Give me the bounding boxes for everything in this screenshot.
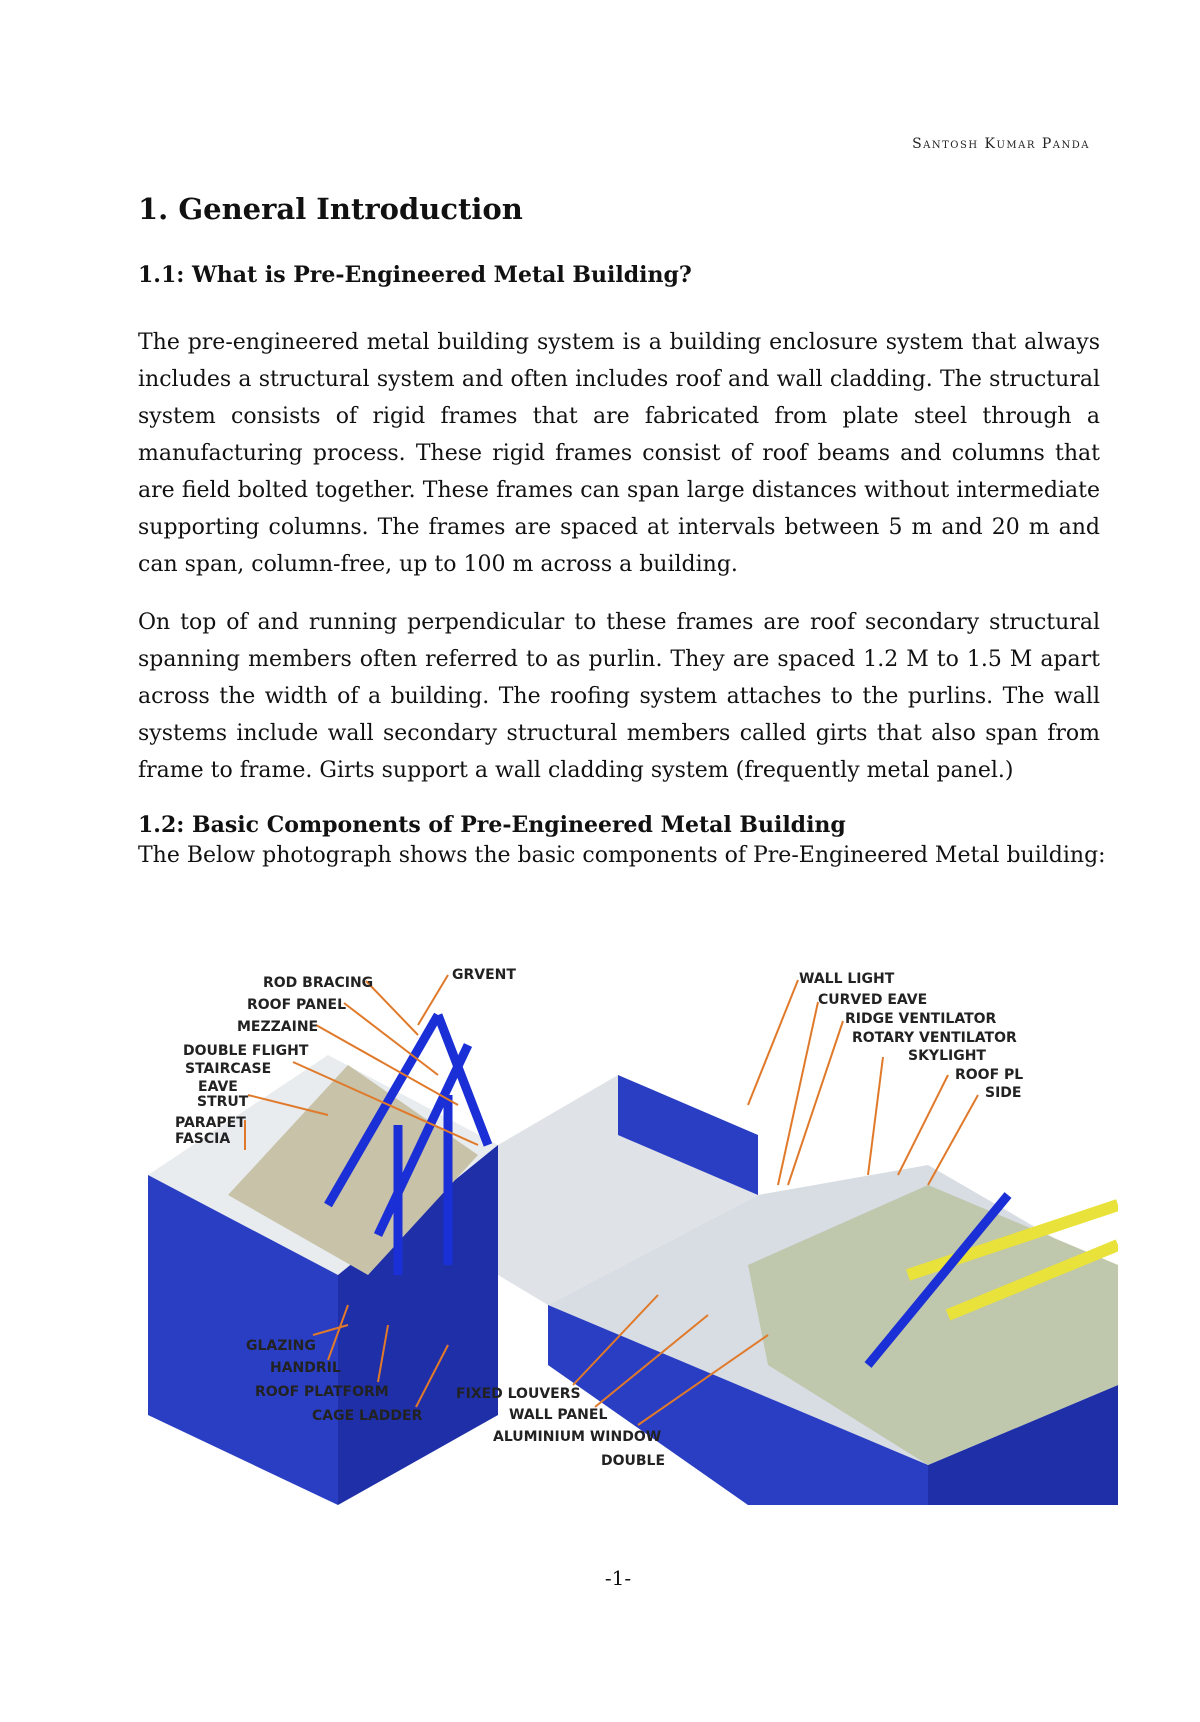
label-eave: EAVE — [198, 1079, 238, 1095]
paragraph-1: The pre-engineered metal building system is a building enclosure system that always includes a structural system and often includes roof and wall cladding. The structural system consists of rigid frames that are fabricated from plate steel through a manufacturing process. These rigid frames consist of roof beams and columns that are field bolted together. These frames can span large distances without intermediate supporting columns. The frames are spaced at intervals between 5 m and 20 m and can span, column-free, up to 100 m across a building. — [138, 330, 1100, 577]
label-strut: STRUT — [197, 1094, 249, 1110]
label-side: SIDE — [985, 1085, 1022, 1101]
label-skylight: SKYLIGHT — [908, 1048, 986, 1064]
label-handril: HANDRIL — [270, 1360, 341, 1376]
label-aluminium-window: ALUMINIUM WINDOW — [493, 1429, 662, 1445]
label-curved-eave: CURVED EAVE — [818, 992, 928, 1008]
building-components-figure — [148, 945, 1118, 1505]
subsection-title-1-2: 1.2: Basic Components of Pre-Engineered Metal Building — [138, 812, 846, 838]
label-wall-panel: WALL PANEL — [509, 1407, 608, 1423]
running-header-author: Santosh Kumar Panda — [912, 136, 1090, 152]
label-roof-panel: ROOF PANEL — [247, 997, 347, 1013]
paragraph-2: On top of and running perpendicular to these frames are roof secondary structural spanning members often referred to as purlin. They are spaced 1.2 M to 1.5 M apart across the width of a building. The roofing system attaches to the purlins. The wall systems include wall secondary structural members called girts that also span from frame to frame. Girts support a wall cladding system (frequently metal panel.) — [138, 610, 1100, 783]
label-double-flight: DOUBLE FLIGHT — [183, 1043, 309, 1059]
label-fascia: FASCIA — [175, 1131, 231, 1147]
label-mezzaine: MEZZAINE — [237, 1019, 319, 1035]
label-double: DOUBLE — [601, 1453, 666, 1469]
figure-intro-text: The Below photograph shows the basic components of Pre-Engineered Metal building: — [138, 843, 1106, 868]
section-title: 1. General Introduction — [138, 192, 523, 226]
label-ridge-ventilator: RIDGE VENTILATOR — [845, 1011, 997, 1027]
label-wall-light: WALL LIGHT — [799, 971, 895, 987]
label-parapet: PARAPET — [175, 1115, 246, 1131]
label-staircase: STAIRCASE — [185, 1061, 272, 1077]
label-cage-ladder: CAGE LADDER — [312, 1408, 423, 1424]
building-illustration — [148, 945, 1118, 1505]
subsection-title-1-1: 1.1: What is Pre-Engineered Metal Building? — [138, 262, 692, 288]
label-rotary-ventilator: ROTARY VENTILATOR — [852, 1030, 1017, 1046]
label-grvent: GRVENT — [452, 967, 516, 983]
label-glazing: GLAZING — [246, 1338, 316, 1354]
label-rod-bracing: ROD BRACING — [263, 975, 374, 991]
label-roof-pl: ROOF PL — [955, 1067, 1024, 1083]
label-fixed-louvers: FIXED LOUVERS — [456, 1386, 581, 1402]
label-roof-platform: ROOF PLATFORM — [255, 1384, 389, 1400]
page-number: -1- — [604, 1566, 632, 1590]
